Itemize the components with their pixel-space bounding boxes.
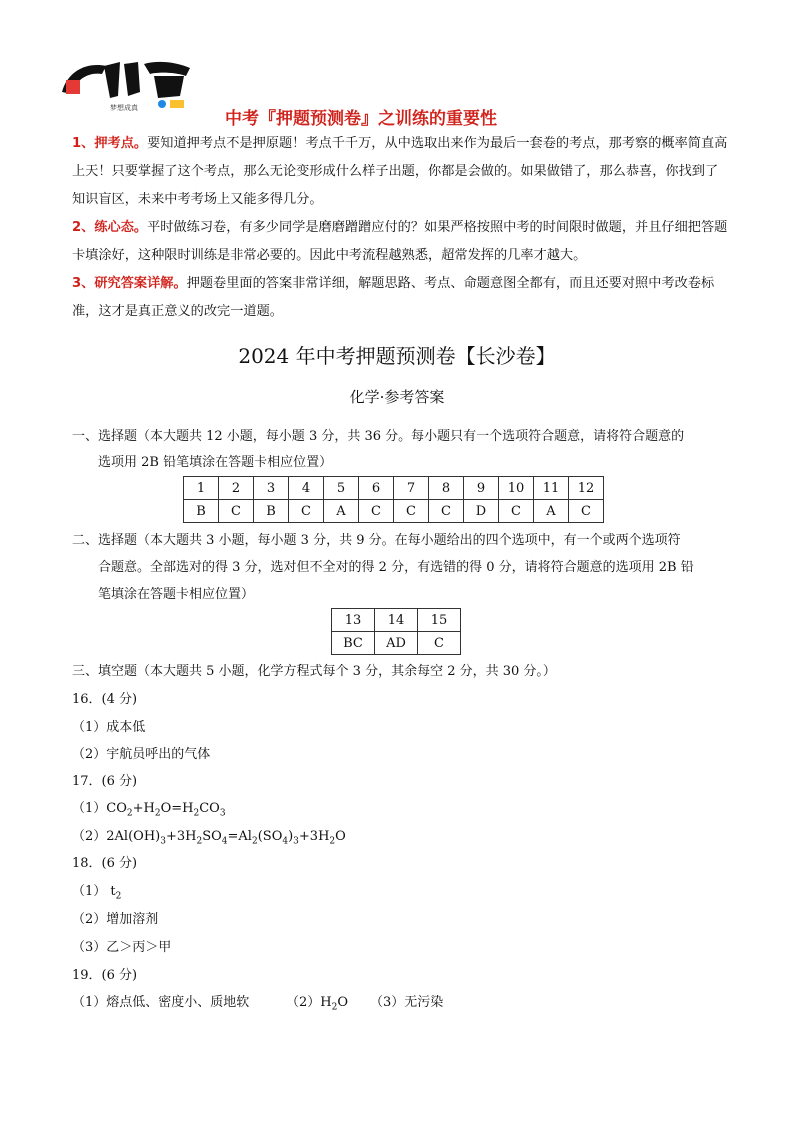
- section3-header: 三、填空题（本大题共 5 小题，化学方程式每个 3 分，其余每空 2 分，共 30 分。）: [72, 664, 556, 679]
- table-cell: C: [569, 500, 604, 523]
- table-row-numbers: [332, 609, 461, 632]
- section1-header-line1: 一、选择题（本大题共 12 小题，每小题 3 分，共 36 分。每小题只有一个选项符合题意，请将符合题意的: [72, 429, 685, 444]
- question-19: 19．(6 分): [72, 968, 138, 983]
- answer-17-2: $(2)2Al(OH)_3+3H_2SO_4=Al_2(SO_4)_3+3H_2O$: [72, 829, 346, 847]
- table-cell: C: [394, 500, 429, 523]
- question-18: 18．(6 分): [72, 856, 138, 871]
- intro-point-2-body: 平时做练习卷，有多少同学是磨磨蹭蹭应付的？如果严格按照中考的时间限时做题，并且仔细把答题卡填涂好，这种限时训练是非常必要的。因此中考流程越熟悉，超常发挥的几率才越大。: [72, 220, 728, 263]
- table-cell: A: [324, 500, 359, 523]
- intro-text: [72, 130, 728, 326]
- table-cell: 4: [289, 477, 324, 500]
- table-cell: 7: [394, 477, 429, 500]
- section2-header-line2: 合题意。全部选对的得 3 分，选对但不全对的得 2 分，有选错的得 0 分，请将符合题意的选项用 2B 铅: [98, 560, 694, 575]
- table-cell: 14: [375, 609, 418, 632]
- table-cell: 11: [534, 477, 569, 500]
- table-cell: C: [499, 500, 534, 523]
- intro-title: 中考『押题预测卷』之训练的重要性: [225, 109, 497, 129]
- answer-16-1: （1）成本低: [72, 720, 146, 735]
- intro-point-1-body: 要知道押考点不是押原题！考点千千万，从中选取出来作为最后一套卷的考点，那考察的概率简直高上天！只要掌握了这个考点，那么无论变形成什么样子出题，你都是会做的。如果做错了，那么恭喜，你找到了知识盲区，未来中考考场上又能多得几分。: [72, 136, 728, 207]
- table-cell: 8: [429, 477, 464, 500]
- table-cell: 3: [254, 477, 289, 500]
- intro-paragraph-2: [72, 214, 728, 270]
- answer-19-2: $(2)H_2O$: [286, 995, 349, 1013]
- subject-title: 化学·参考答案: [349, 388, 445, 406]
- table-cell: 1: [184, 477, 219, 500]
- table-cell: C: [289, 500, 324, 523]
- intro-paragraph-3: [72, 270, 728, 326]
- section1-answer-table: [183, 476, 604, 523]
- answer-19-1: （1）熔点低、密度小、质地软: [72, 995, 250, 1010]
- table-cell: 10: [499, 477, 534, 500]
- table-cell: 15: [418, 609, 461, 632]
- table-cell: 13: [332, 609, 375, 632]
- answer-18-1: （1） $t_2$: [72, 884, 122, 902]
- answer-18-3: （3）乙＞丙＞甲: [72, 940, 172, 955]
- intro-point-3-body: 押题卷里面的答案非常详细，解题思路、考点、命题意图全都有，而且还要对照中考改卷标准，这才是真正意义的改完一道题。: [72, 276, 715, 319]
- table-row-answers: [184, 500, 604, 523]
- table-cell: D: [464, 500, 499, 523]
- intro-point-1-head: 1、押考点。: [72, 136, 148, 151]
- section1-header-line2: 选项用 2B 铅笔填涂在答题卡相应位置）: [98, 455, 333, 470]
- question-16: 16．(4 分): [72, 692, 138, 707]
- answer-16-2: （2）宇航员呼出的气体: [72, 747, 211, 762]
- table-cell: 6: [359, 477, 394, 500]
- table-cell: A: [534, 500, 569, 523]
- intro-point-3-head: 3、研究答案详解。: [72, 276, 187, 291]
- table-row-answers: [332, 632, 461, 655]
- intro-point-2-head: 2、练心态。: [72, 220, 148, 235]
- answer-18-2: （2）增加溶剂: [72, 912, 159, 927]
- table-cell: C: [219, 500, 254, 523]
- question-17: 17．(6 分): [72, 774, 138, 789]
- logo-image: [58, 52, 198, 114]
- table-cell: 5: [324, 477, 359, 500]
- table-cell: B: [254, 500, 289, 523]
- section2-answer-table: [331, 608, 461, 655]
- intro-paragraph-1: [72, 130, 728, 214]
- answer-19-3: （3）无污染: [370, 995, 444, 1010]
- section2-header-line1: 二、选择题（本大题共 3 小题，每小题 3 分，共 9 分。在每小题给出的四个选项中，有一个或两个选项符: [72, 533, 681, 548]
- table-cell: C: [429, 500, 464, 523]
- answer-17-1: $(1)CO_2+H_2O=H_2CO_3$: [72, 801, 226, 819]
- table-cell: 9: [464, 477, 499, 500]
- svg-text:梦想成真: 梦想成真: [110, 104, 138, 112]
- table-cell: C: [418, 632, 461, 655]
- table-cell: 2: [219, 477, 254, 500]
- table-cell: AD: [375, 632, 418, 655]
- table-row-numbers: [184, 477, 604, 500]
- table-cell: 12: [569, 477, 604, 500]
- table-cell: BC: [332, 632, 375, 655]
- exam-title: 2024 年中考押题预测卷【长沙卷】: [238, 344, 556, 368]
- table-cell: B: [184, 500, 219, 523]
- table-cell: C: [359, 500, 394, 523]
- section2-header-line3: 笔填涂在答题卡相应位置）: [98, 587, 255, 602]
